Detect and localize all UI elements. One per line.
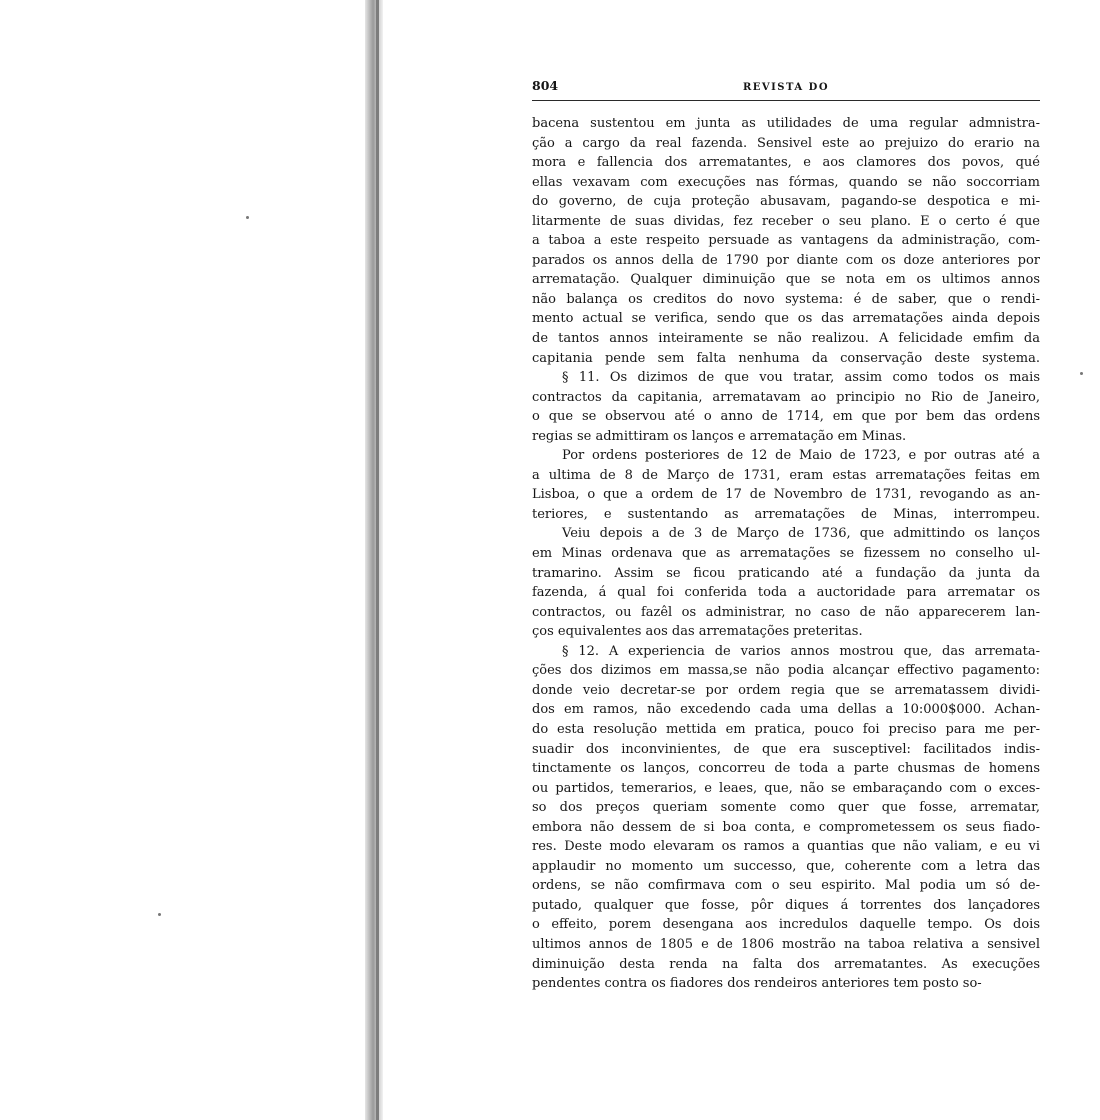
- header-rule: [532, 100, 1040, 101]
- text-line: applaudir no momento um successo, que, coherente com a letra das: [532, 858, 1040, 874]
- page-number: 804: [532, 78, 559, 93]
- text-line: a taboa a este respeito persuade as vantagens da administração, com-: [532, 233, 1040, 249]
- body-text: [532, 114, 1040, 994]
- running-head: REVISTA DO: [742, 82, 830, 93]
- book-gutter-shadow: [376, 0, 379, 1120]
- text-line: tinctamente os lanços, concorreu de toda a parte chusmas de homens: [532, 761, 1040, 777]
- text-line: contractos da capitania, arrematavam ao principio no Rio de Janeiro,: [532, 389, 1040, 405]
- text-line: o que se observou até o anno de 1714, em que por bem das ordens: [532, 409, 1040, 425]
- text-line: ultimos annos de 1805 e de 1806 mostrão na taboa relativa a sensivel: [532, 936, 1040, 952]
- text-line: do governo, de cuja proteção abusavam, pagando-se despotica e mi-: [532, 194, 1040, 210]
- text-line: so dos preços queriam somente como quer que fosse, arrematar,: [532, 800, 1040, 816]
- scan-speck: [246, 216, 249, 219]
- text-line: mento actual se verifica, sendo que os das arrematações ainda depois: [532, 311, 1040, 327]
- text-line: § 12. A experiencia de varios annos mostrou que, das arremata-: [562, 643, 1040, 659]
- text-line: litarmente de suas dividas, fez receber o seu plano. E o certo é que: [532, 213, 1040, 229]
- text-line: de tantos annos inteiramente se não realizou. A felicidade emfim da: [532, 331, 1040, 347]
- text-line: ellas vexavam com execuções nas fórmas, quando se não soccorriam: [532, 174, 1040, 190]
- text-line: do esta resolução mettida em pratica, pouco foi preciso para me per-: [532, 721, 1040, 737]
- text-line: teriores, e sustentando as arrematações de Minas, interrompeu.: [532, 506, 1040, 522]
- text-line: contractos, ou fazêl os administrar, no caso de não apparecerem lan-: [532, 604, 1040, 620]
- text-line: dos em ramos, não excedendo cada uma dellas a 10:000$000. Achan-: [532, 702, 1040, 718]
- text-line: putado, qualquer que fosse, pôr diques á torrentes dos lançadores: [532, 897, 1040, 913]
- scan-speck: [1080, 372, 1083, 375]
- text-line: parados os annos della de 1790 por diante com os doze anteriores por: [532, 252, 1040, 268]
- text-line: em Minas ordenava que as arrematações se fizessem no conselho ul-: [532, 546, 1040, 562]
- book-gutter: [365, 0, 383, 1120]
- text-line: bacena sustentou em junta as utilidades de uma regular admnistra-: [532, 116, 1040, 131]
- text-line: fazenda, á qual foi conferida toda a auctoridade para arrematar os: [532, 585, 1040, 601]
- text-line: ção a cargo da real fazenda. Sensivel este ao prejuizo do erario na: [532, 135, 1040, 151]
- book-page: [532, 78, 1040, 994]
- text-line: regias se admittiram os lanços e arrematação em Minas.: [532, 428, 907, 444]
- text-line: ços equivalentes aos das arrematações preteritas.: [532, 624, 863, 640]
- text-line: capitania pende sem falta nenhuma da conservação deste systema.: [532, 350, 1040, 366]
- text-line: Veiu depois a de 3 de Março de 1736, que admittindo os lanços: [562, 526, 1040, 542]
- text-line: tramarino. Assim se ficou praticando até a fundação da junta da: [532, 565, 1040, 581]
- text-line: res. Deste modo elevaram os ramos a quantias que não valiam, e eu vi: [532, 839, 1040, 855]
- text-line: mora e fallencia dos arrematantes, e aos clamores dos povos, qué: [532, 155, 1040, 171]
- text-line: ções dos dizimos em massa,se não podia alcançar effectivo pagamento:: [532, 663, 1040, 679]
- text-line: donde veio decretar-se por ordem regia que se arrematassem dividi-: [532, 682, 1040, 698]
- text-line: não balança os creditos do novo systema: é de saber, que o rendi-: [532, 291, 1040, 307]
- text-line: § 11. Os dizimos de que vou tratar, assim como todos os mais: [562, 370, 1040, 386]
- text-line: embora não dessem de si boa conta, e comprometessem os seus fiado-: [532, 819, 1040, 835]
- text-line: suadir dos inconvinientes, de que era susceptivel: facilitados indis-: [532, 741, 1040, 757]
- text-line: Lisboa, o que a ordem de 17 de Novembro de 1731, revogando as an-: [532, 487, 1040, 503]
- text-line: ou partidos, temerarios, e leaes, que, não se embaraçando com o exces-: [532, 780, 1040, 796]
- text-line: pendentes contra os fiadores dos rendeiros anteriores tem posto so-: [532, 976, 982, 992]
- text-line: diminuição desta renda na falta dos arrematantes. As execuções: [532, 956, 1040, 972]
- text-line: Por ordens posteriores de 12 de Maio de 1723, e por outras até a: [562, 448, 1040, 464]
- page-header: [532, 78, 1040, 98]
- text-line: o effeito, porem desengana aos incredulos daquelle tempo. Os dois: [532, 917, 1040, 933]
- text-line: ordens, se não comfirmava com o seu espirito. Mal podia um só de-: [532, 878, 1040, 894]
- text-line: a ultima de 8 de Março de 1731, eram estas arrematações feitas em: [532, 467, 1040, 483]
- scan-speck: [158, 913, 161, 916]
- text-line: arrematação. Qualquer diminuição que se nota em os ultimos annos: [532, 272, 1040, 288]
